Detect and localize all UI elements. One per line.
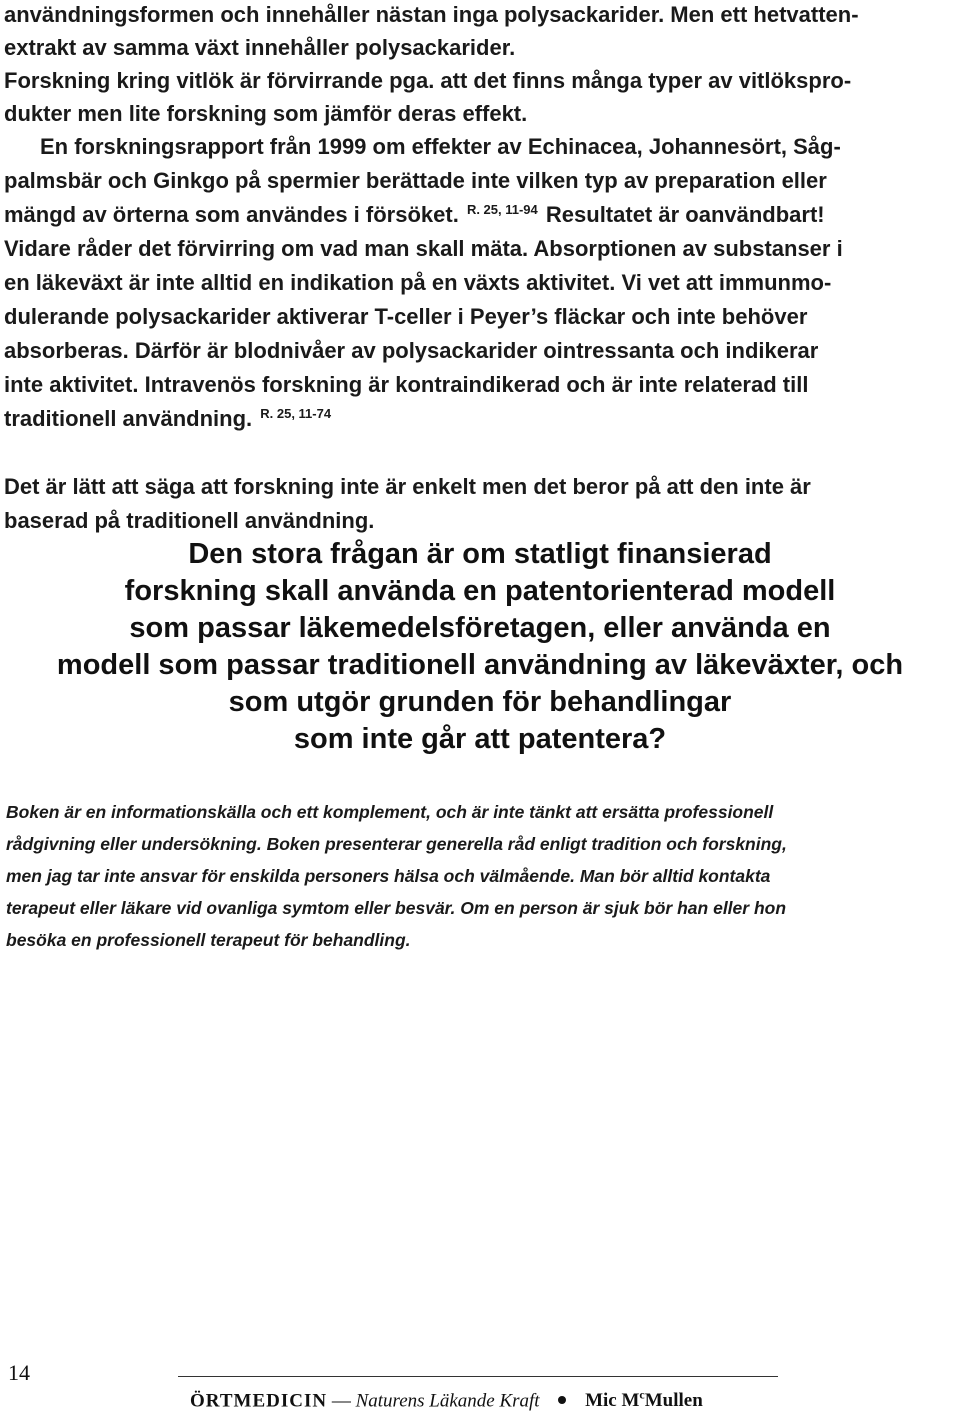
body-line-7: [4, 202, 825, 231]
headline-line-1: Den stora frågan är om statligt finansierad: [188, 538, 772, 570]
body-line-1: användningsformen och innehåller nästan inga polysackarider. Men ett hetvatten-: [4, 2, 859, 27]
headline-line-3: som passar läkemedelsföretagen, eller använda en: [129, 612, 831, 644]
body-line-11: absorberas. Därför är blodnivåer av polysackarider ointressanta och indikerar: [4, 338, 819, 363]
disclaimer-line-5: besöka en professionell terapeut för behandling.: [6, 930, 411, 950]
footer-author: [585, 1390, 703, 1411]
headline-line-4: modell som passar traditionell användning av läkeväxter, och: [56, 649, 904, 681]
body-line-13: [4, 406, 333, 435]
body-line-3: Forskning kring vitlök är förvirrande pga. att det finns många typer av vitlökspro-: [4, 68, 852, 93]
para2-line-2: baserad på traditionell användning.: [4, 508, 375, 533]
body-line-8: Vidare råder det förvirring om vad man skall mäta. Absorptionen av substanser i: [4, 236, 843, 261]
disclaimer-line-3: men jag tar inte ansvar för enskilda personers hälsa och välmående. Man bör alltid kontakta: [6, 866, 771, 886]
footer-subtitle: Naturens Läkande Kraft: [355, 1390, 540, 1412]
bullet-separator: [558, 1396, 566, 1404]
body-line-10: dulerande polysackarider aktiverar T-celler i Peyer’s fläckar och inte behöver: [4, 304, 808, 329]
body-line-12: inte aktivitet. Intravenös forskning är kontraindikerad och är inte relaterad till: [4, 372, 809, 397]
running-footer: [190, 1388, 703, 1412]
body-line-4: dukter men lite forskning som jämför deras effekt.: [4, 101, 528, 126]
footer-author-last: Mullen: [644, 1390, 703, 1412]
headline-line-2: forskning skall använda en patentorienterad modell: [124, 575, 836, 607]
page-number: 14: [8, 1360, 30, 1385]
body-line-2: extrakt av samma växt innehåller polysackarider.: [4, 35, 516, 60]
body-line-6: palmsbär och Ginkgo på spermier berättade inte vilken typ av preparation eller: [4, 168, 827, 193]
body-line-9: en läkeväxt är inte alltid en indikation på en växts aktivitet. Vi vet att immunmo-: [4, 270, 832, 295]
reference-marker: R. 25, 11-74: [260, 406, 332, 421]
body-line-7-result: Resultatet är oanvändbart!: [545, 202, 825, 227]
body-line-13-text: traditionell användning.: [4, 406, 253, 431]
footer-author-sup: c: [639, 1388, 645, 1402]
footer-author-first: Mic M: [585, 1390, 640, 1412]
headline-line-5: som utgör grunden för behandlingar: [228, 686, 732, 718]
footer-dash: —: [331, 1390, 351, 1412]
para2-line-1: Det är lätt att säga att forskning inte är enkelt men det beror på att den inte är: [4, 474, 811, 499]
reference-marker: R. 25, 11-94: [466, 202, 538, 217]
body-line-7-text: mängd av örterna som användes i försöket.: [4, 202, 459, 227]
disclaimer-line-1: Boken är en informationskälla och ett komplement, och är inte tänkt att ersätta professionell: [6, 802, 774, 822]
footer-rule: [178, 1376, 778, 1377]
headline-line-6: som inte går att patentera?: [293, 723, 667, 755]
disclaimer-line-2: rådgivning eller undersökning. Boken presenterar generella råd enligt tradition och forskning,: [6, 834, 787, 854]
disclaimer-line-4: terapeut eller läkare vid ovanliga symtom eller besvär. Om en person är sjuk bör han eller hon: [6, 898, 787, 918]
footer-book-title: ÖRTMEDICIN: [190, 1390, 328, 1412]
body-line-5: En forskningsrapport från 1999 om effekter av Echinacea, Johannesört, Såg-: [40, 134, 841, 159]
